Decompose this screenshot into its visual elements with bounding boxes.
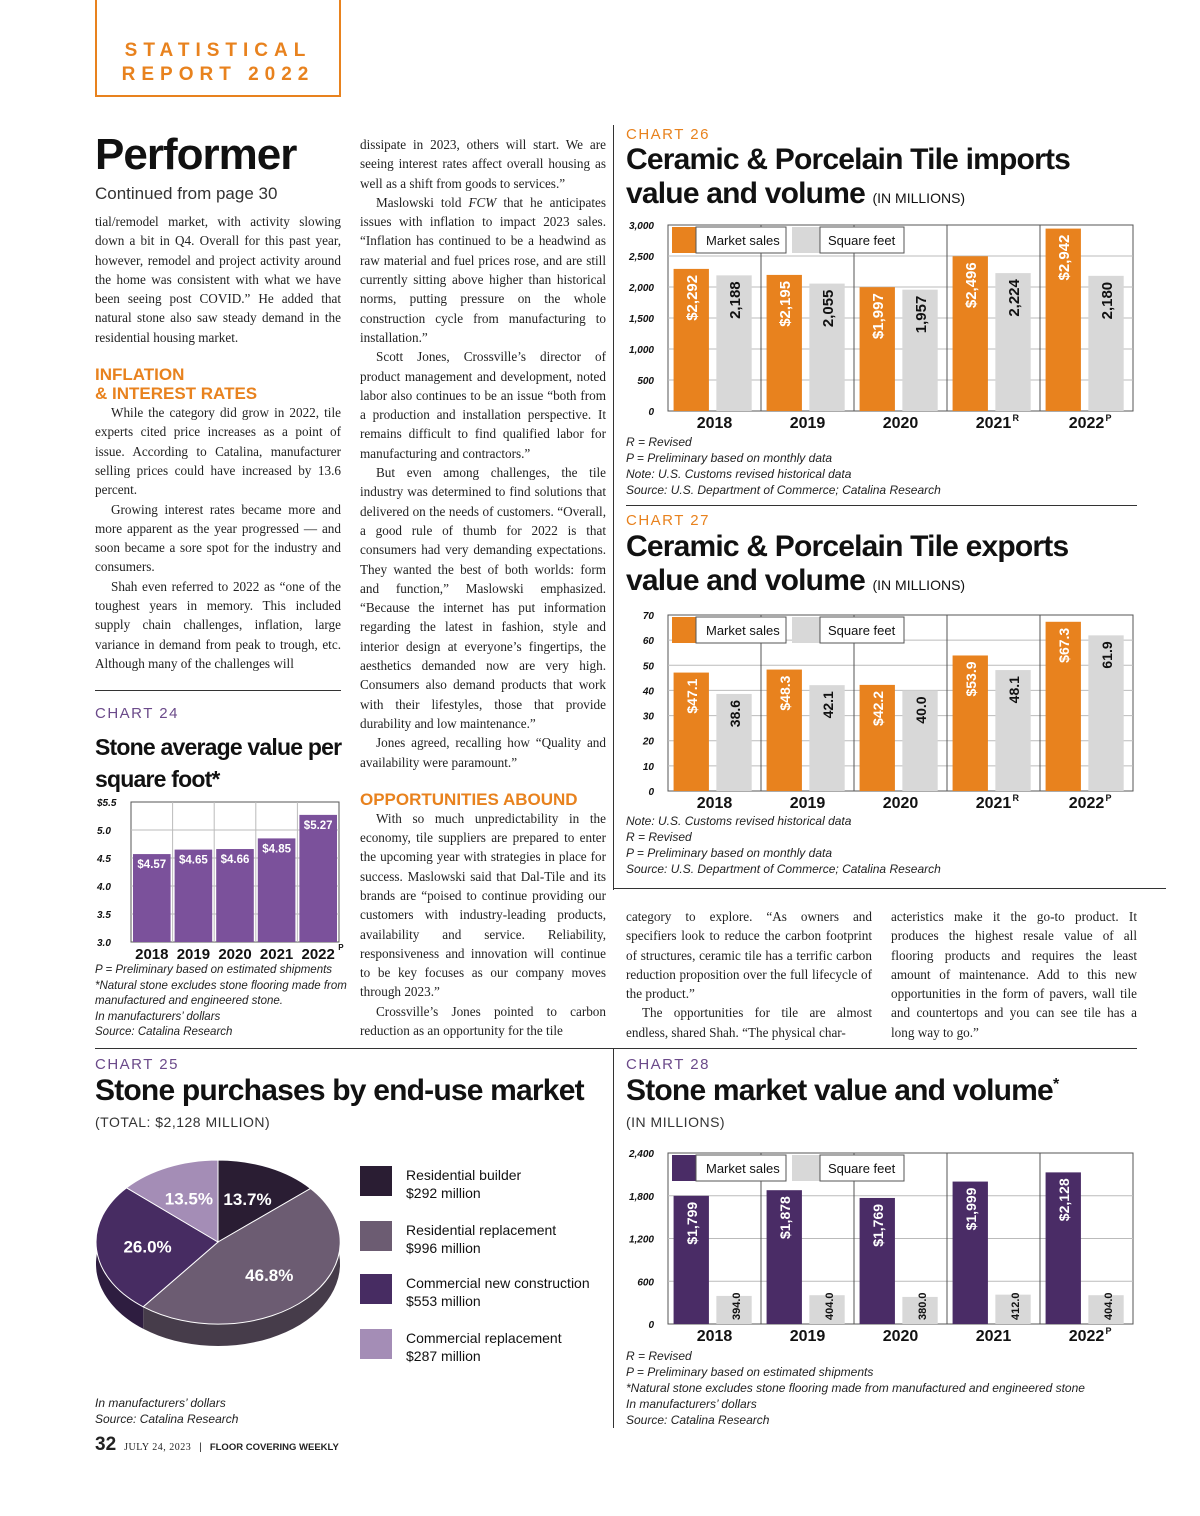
divider <box>613 888 1166 889</box>
paragraph: With so much unpredictability in the economy, tile suppliers are prepared to enter the upcoming year with strategies in place for success. Maslowski said that Dal-Tile and its brands are “poised to continue providing our customers with industry-leading products, availability and service. Reliability, responsiveness and innovation will continue to be key focuses as our company moves through 2023.” <box>360 810 606 1000</box>
note-line: R = Revised <box>626 435 692 449</box>
note-line: Source: Catalina Research <box>95 1412 239 1426</box>
bar-value-label: $4.57 <box>137 859 167 872</box>
unit-label: (IN MILLIONS) <box>872 190 966 206</box>
x-category-label: 2020 <box>882 1328 919 1345</box>
bar-value-label: $67.3 <box>1056 627 1073 663</box>
pie-percent-label: 13.5% <box>164 1189 213 1209</box>
legend-swatch <box>792 227 820 253</box>
continued-line: Continued from page 30 <box>95 184 278 203</box>
banner-line1: STATISTICAL <box>124 40 312 61</box>
paragraph: Crossville’s Jones pointed to carbon reduction as an opportunity for the tile <box>360 1003 606 1039</box>
legend-label: Market sales <box>706 623 780 638</box>
paragraph: But even among challenges, the tile industry was determined to find solutions that delivered on the needs of customers. “Overall, a good rule of thumb for 2022 is that consumers had very demanding expectations. They wanted the best of both worlds: form and function,” Maslowski emphasized. “Because the internet has put information regarding the latest in fashion, style and interior design at everyone’s fingertips, the aesthetics demanded now are very high. Consumers also demand products that work with their lifestyles, those that provide durability and low maintenance.” <box>360 465 606 731</box>
chart28-title <box>626 1074 1058 1108</box>
bar-value-label: $4.66 <box>220 854 250 867</box>
paragraph: tial/remodel market, with activity slowing down a bit in Q4. Overall for this past year, however, remodel and project activity around the home was consistent with what we have been seeing post COVID.” He added that natural stone also saw steady demand in the residential housing market. <box>95 214 341 345</box>
chart24-plot <box>95 792 355 964</box>
y-tick-label: 4.0 <box>97 882 111 893</box>
article-column-3 <box>626 907 872 1042</box>
x-category-label: 2020 <box>882 795 919 812</box>
page-footer <box>95 1434 339 1456</box>
legend-swatch <box>360 1221 392 1251</box>
y-tick-label: 60 <box>642 636 654 648</box>
legend-label: Square feet <box>828 1161 896 1176</box>
bar-value-label: $1,799 <box>684 1201 701 1245</box>
legend-swatch <box>360 1166 392 1196</box>
x-category-label: 2019 <box>176 946 211 963</box>
chart24-notes <box>95 963 355 1041</box>
legend-value: $996 million <box>406 1240 481 1256</box>
chart25-pie <box>90 1160 350 1360</box>
legend-name: Residential replacement <box>406 1222 557 1238</box>
legend-swatch <box>360 1329 392 1359</box>
y-tick-label: 600 <box>637 1277 654 1289</box>
report-banner <box>95 0 341 97</box>
column-divider <box>613 1048 614 1428</box>
article-title: Performer <box>95 130 297 179</box>
legend-label: Market sales <box>706 233 780 248</box>
paragraph: category to explore. “As owners and specifiers look to reduce the carbon footprint of structures, ceramic tile has a terrific carbon reduction proposition over the full lifecycle of the product.” <box>626 909 872 1002</box>
subhead-opportunities: OPPORTUNITIES ABOUND <box>360 789 578 809</box>
bar-value-label: $1,997 <box>870 293 888 340</box>
x-category-superscript: R <box>1012 413 1019 423</box>
text-run: that he anticipates issues with inflation to impact 2023 sales. “Inflation has continued to be a headwind as raw material and fuel prices rose, and are still currently sitting above higher than historical norms, putting pressure on the whole construction cycle from manufacturing to installation.” <box>360 194 606 345</box>
note-line: P = Preliminary based on monthly data <box>626 846 832 860</box>
bar-value-label: $2,496 <box>963 262 981 309</box>
y-tick-label: 2,500 <box>628 252 654 263</box>
divider <box>95 1048 1137 1049</box>
legend-name: Commercial replacement <box>406 1330 562 1346</box>
y-tick-label: 1,500 <box>628 314 654 325</box>
bar-value-label: $5.27 <box>303 819 333 832</box>
chart24-label: CHART 24 <box>95 705 179 722</box>
pie-percent-label: 13.7% <box>223 1189 272 1209</box>
y-tick-label: $5.5 <box>97 798 117 809</box>
paragraph <box>360 193 606 347</box>
bar-value-label: 42.1 <box>820 691 837 719</box>
legend-label: Square feet <box>828 233 896 248</box>
bar-value-label: 2,188 <box>727 281 745 319</box>
legend-swatch <box>360 1274 392 1304</box>
bar-value-label: $2,292 <box>684 274 702 321</box>
title-line: square foot* <box>95 766 220 792</box>
x-category-superscript: P <box>338 943 344 952</box>
paragraph: While the category did grow in 2022, tile experts cited price increases as a point of issue. According to Catalina, manufacturer selling prices could have increased by 13.6 percent. <box>95 405 341 498</box>
x-category-superscript: R <box>1012 793 1019 803</box>
note-line: Source: U.S. Department of Commerce; Catalina Research <box>626 862 941 876</box>
x-category-label: 2019 <box>789 1328 826 1345</box>
legend-item <box>360 1329 562 1365</box>
chart26-notes <box>626 434 941 498</box>
y-tick-label: 50 <box>642 661 654 673</box>
note-line: Source: U.S. Department of Commerce; Catalina Research <box>626 483 941 497</box>
title-line-2 <box>626 177 1070 215</box>
x-category-label: 2020 <box>218 946 252 963</box>
note-line: P = Preliminary based on monthly data <box>626 451 832 465</box>
bar-value-label: 412.0 <box>1010 1292 1023 1320</box>
x-category-label: 2019 <box>789 415 826 432</box>
chart27-label: CHART 27 <box>626 512 710 529</box>
bar-value-label: $4.85 <box>262 843 291 856</box>
bar-value-label: $2,195 <box>777 280 795 327</box>
x-category-label: 2021 <box>975 1328 1012 1345</box>
x-category-label: 2022 <box>1068 1328 1105 1345</box>
x-category-label: 2022 <box>1068 415 1105 432</box>
legend-label: Square feet <box>828 623 896 638</box>
note-line: Note: U.S. Customs revised historical data <box>626 467 852 481</box>
legend-item <box>360 1274 590 1310</box>
note-line: Source: Catalina Research <box>626 1413 770 1427</box>
bar-value-label: 404.0 <box>824 1292 837 1320</box>
x-category-label: 2019 <box>789 795 826 812</box>
legend-swatch <box>792 617 820 643</box>
title-line-2 <box>626 564 1068 602</box>
bar-value-label: $53.9 <box>963 661 980 697</box>
chart25-label: CHART 25 <box>95 1056 179 1073</box>
x-category-superscript: P <box>1105 413 1112 423</box>
y-tick-label: 4.5 <box>97 854 111 865</box>
divider <box>626 505 1137 506</box>
bar-value-label: 61.9 <box>1099 641 1116 669</box>
chart25-subtitle: (TOTAL: $2,128 MILLION) <box>95 1114 271 1130</box>
publication-abbrev: FCW <box>468 194 497 210</box>
x-category-label: 2020 <box>882 415 919 432</box>
y-tick-label: 0 <box>648 407 654 418</box>
footer-date: JULY 24, 2023 <box>124 1442 192 1453</box>
chart28-unit: (IN MILLIONS) <box>626 1114 726 1130</box>
y-tick-label: 0 <box>648 1320 654 1331</box>
x-category-label: 2018 <box>696 415 733 432</box>
note-line: *Natural stone excludes stone flooring made from manufactured and engineered stone <box>626 1381 1085 1395</box>
y-tick-label: 40 <box>642 686 654 698</box>
text-run: Maslowski told <box>376 194 469 210</box>
subhead-inflation <box>95 365 341 403</box>
x-category-label: 2018 <box>696 795 733 812</box>
y-tick-label: 500 <box>637 376 654 387</box>
x-category-label: 2021 <box>975 795 1012 812</box>
bar-value-label: 2,055 <box>820 289 838 328</box>
y-tick-label: 3.5 <box>97 910 111 921</box>
x-category-label: 2018 <box>696 1328 733 1345</box>
bar-value-label: $42.2 <box>870 690 887 726</box>
legend-swatch <box>672 617 696 643</box>
page-number: 32 <box>95 1434 117 1455</box>
divider <box>95 690 341 691</box>
legend-swatch <box>672 1155 696 1181</box>
note-line: In manufacturers’ dollars <box>626 1397 757 1411</box>
paragraph: Growing interest rates became more and more apparent as the year progressed — and soon became a sore spot for the industry and consumers. <box>95 501 341 575</box>
subhead-line: INFLATION <box>95 365 185 385</box>
bar-value-label: 48.1 <box>1006 676 1023 704</box>
footer-publication: FLOOR COVERING WEEKLY <box>209 1442 339 1453</box>
y-tick-label: 3.0 <box>97 938 111 949</box>
title-text: value and volume <box>626 177 865 210</box>
x-category-label: 2022 <box>1068 795 1105 812</box>
chart25-title: Stone purchases by end-use market <box>95 1074 584 1107</box>
title-text: value and volume <box>626 564 865 597</box>
chart26-plot <box>626 215 1141 435</box>
chart28-notes <box>626 1348 1085 1428</box>
title-text: Stone market value and volume <box>626 1074 1053 1107</box>
y-tick-label: 3,000 <box>628 221 654 232</box>
x-category-label: 2021 <box>975 415 1012 432</box>
bar-value-label: 1,957 <box>913 295 931 334</box>
legend-name: Commercial new construction <box>406 1275 590 1291</box>
y-tick-label: 2,000 <box>628 283 654 294</box>
note-line: P = Preliminary based on estimated shipments <box>626 1365 874 1379</box>
y-tick-label: 30 <box>642 711 654 723</box>
bar-value-label: 2,180 <box>1099 281 1117 320</box>
bar-value-label: $4.65 <box>179 854 208 867</box>
title-line: Ceramic & Porcelain Tile imports <box>626 143 1071 176</box>
bar-value-label: $1,999 <box>963 1187 980 1231</box>
note-line: R = Revised <box>626 1349 692 1363</box>
bar-value-label: $1,769 <box>870 1203 887 1247</box>
y-tick-label: 10 <box>642 761 654 773</box>
note-line: Source: Catalina Research <box>95 1026 233 1038</box>
legend-value: $287 million <box>406 1348 481 1364</box>
bar-value-label: 2,224 <box>1006 279 1024 317</box>
chart28-label: CHART 28 <box>626 1056 710 1073</box>
paragraph: The opportunities for tile are almost endless, shared Shah. “The physical char- <box>626 1005 872 1040</box>
paragraph: dissipate in 2023, others will start. We are seeing interest rates affect overall housing as well as a shift from goods to services.” <box>360 137 606 191</box>
legend-item <box>360 1166 521 1202</box>
article-column-1 <box>95 212 341 673</box>
chart28-plot <box>626 1143 1141 1348</box>
bar-value-label: $48.3 <box>777 675 794 711</box>
bar-value-label: 40.0 <box>913 696 930 724</box>
legend-swatch <box>792 1155 820 1181</box>
bar-value-label: 404.0 <box>1103 1292 1116 1320</box>
title-asterisk: * <box>1052 1076 1059 1093</box>
x-category-superscript: P <box>1105 793 1112 803</box>
y-tick-label: 0 <box>648 787 654 798</box>
paragraph: Shah even referred to 2022 as “one of the toughest years in memory. This included supply chain challenges, inflation, large variance in demand from peak to trough, etc. Although many of the challenges will <box>95 578 341 671</box>
chart27-plot <box>626 605 1141 815</box>
note-line: In manufacturers’ dollars <box>95 1010 221 1023</box>
bar-value-label: 394.0 <box>731 1292 744 1320</box>
pie-percent-label: 26.0% <box>123 1237 172 1257</box>
note-line: In manufacturers’ dollars <box>95 1396 226 1410</box>
bar-value-label: $2,128 <box>1056 1178 1073 1222</box>
paragraph: acteristics make it the go-to product. It produces the highest resale value of all flooring products and requires the least amount of maintenance. Add to this new opportunities in the form of pavers, wall tile and countertops and you can see tile has a long way to go.” <box>891 909 1137 1040</box>
chart24-title <box>95 731 341 795</box>
unit-label: (IN MILLIONS) <box>872 577 966 593</box>
chart27-title <box>626 530 1068 602</box>
legend-item <box>360 1221 556 1257</box>
bar-value-label: 38.6 <box>727 699 744 728</box>
legend-value: $292 million <box>406 1185 481 1201</box>
y-tick-label: 20 <box>642 736 654 748</box>
x-category-label: 2022 <box>301 946 335 963</box>
y-tick-label: 70 <box>642 611 654 622</box>
pie-percent-label: 46.8% <box>245 1265 294 1285</box>
title-line: Ceramic & Porcelain Tile exports <box>626 530 1069 563</box>
title-line: Stone average value per <box>95 734 342 760</box>
column-divider <box>613 125 614 890</box>
banner-line2: REPORT 2022 <box>121 64 315 85</box>
y-tick-label: 5.0 <box>97 826 111 837</box>
y-tick-label: 1,200 <box>628 1234 654 1246</box>
chart26-title <box>626 143 1070 215</box>
legend-value: $553 million <box>406 1293 481 1309</box>
note-line: R = Revised <box>626 830 692 844</box>
bar-value-label: $1,878 <box>777 1196 794 1240</box>
legend-label: Market sales <box>706 1161 780 1176</box>
paragraph: Scott Jones, Crossville’s director of product management and development, noted labor also continues to be an issue “both from a production and installation perspective. It remains difficult to find qualified labor for manufacturing and contractors.” <box>360 349 606 461</box>
y-tick-label: 1,000 <box>628 345 654 356</box>
paragraph: Jones agreed, recalling how “Quality and availability were paramount.” <box>360 735 606 770</box>
y-tick-label: 1,800 <box>628 1191 654 1203</box>
bar-value-label: $47.1 <box>684 678 701 714</box>
note-line: *Natural stone excludes stone flooring made from manufactured and engineered stone. <box>95 979 347 1007</box>
article-column-4 <box>891 907 1137 1042</box>
subhead-line: & INTEREST RATES <box>95 384 258 404</box>
chart25-notes <box>95 1395 238 1427</box>
x-category-label: 2021 <box>259 946 294 963</box>
chart27-notes <box>626 813 941 877</box>
bar <box>299 815 337 942</box>
article-column-2 <box>360 135 606 1040</box>
legend-name: Residential builder <box>406 1167 522 1183</box>
chart26-label: CHART 26 <box>626 126 710 143</box>
footer-separator: | <box>199 1442 202 1453</box>
legend-swatch <box>672 227 696 253</box>
y-tick-label: 2,400 <box>628 1149 654 1160</box>
note-line: P = Preliminary based on estimated shipments <box>95 964 333 976</box>
note-line: Note: U.S. Customs revised historical data <box>626 814 852 828</box>
bar-value-label: $2,942 <box>1056 234 1074 281</box>
x-category-superscript: P <box>1105 1326 1112 1336</box>
x-category-label: 2018 <box>135 946 169 963</box>
bar-value-label: 380.0 <box>917 1292 930 1320</box>
